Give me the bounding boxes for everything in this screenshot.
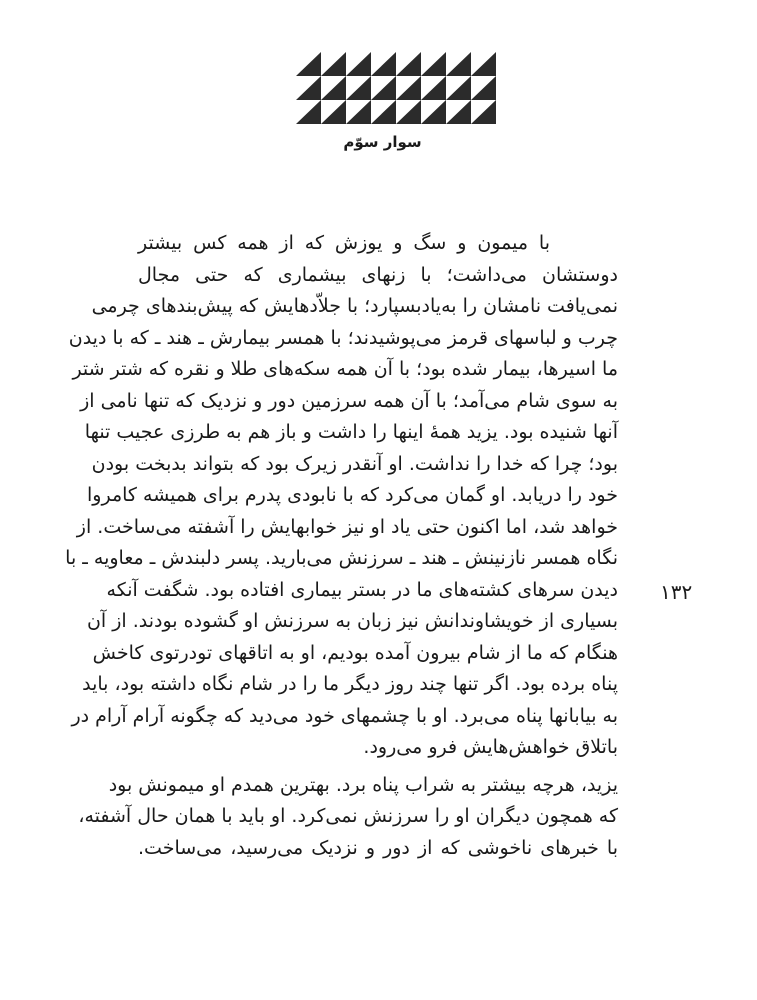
text-line: باتلاق خواهش‌هایش فرو می‌رود. xyxy=(363,736,618,758)
text-line: آنها شنیده بود. یزید همهٔ اینها را داشت و باز هم به طرزی عجیب تنها xyxy=(84,421,618,443)
ornament-triangle xyxy=(421,76,446,100)
ornament-triangle xyxy=(346,76,371,100)
ornament-triangle xyxy=(446,52,471,76)
page-number: ۱۳۲ xyxy=(660,580,693,604)
ornament-triangle xyxy=(296,52,321,76)
ornament-triangle xyxy=(346,100,371,124)
text-line: با میمون و سگ و یوزش که از همه کس بیشتر xyxy=(138,232,550,254)
ornament-triangle xyxy=(371,52,396,76)
text-line: خود را دریابد. او گمان می‌کرد که با نابودی پدرم برای همیشه کامروا xyxy=(87,484,618,506)
paragraph-2 xyxy=(78,770,618,865)
text-line: با خبرهای ناخوشی که از دور و نزدیک می‌رسید، می‌ساخت. xyxy=(138,836,618,859)
ornament-triangle xyxy=(396,52,421,76)
ornament-triangle xyxy=(371,76,396,100)
text-line: که همچون دیگران او را سرزنش نمی‌کرد. او باید با همان حال آشفته، xyxy=(78,805,618,827)
ornament-triangle xyxy=(471,52,496,76)
paragraph-1 xyxy=(65,228,618,764)
text-line: یزید، هرچه بیشتر به شراب پناه برد. بهترین همدم او میمونش بود xyxy=(108,773,618,796)
text-line: خواهد شد، اما اکنون حتی یاد او نیز خوابهایش را آشفته می‌ساخت. از xyxy=(76,515,618,538)
ornament-triangle xyxy=(371,100,396,124)
text-line: بود؛ چرا که خدا را نداشت. او آنقدر زیرک بود که بتواند بدبخت بودن xyxy=(91,452,618,475)
body-text xyxy=(65,228,618,864)
ornament-triangle xyxy=(471,76,496,100)
ornament-triangle xyxy=(346,52,371,76)
text-line: دوستشان می‌داشت؛ با زنهای بیشماری که حتی مجال xyxy=(138,263,618,286)
ornament-triangle xyxy=(421,100,446,124)
text-line: ما اسیرها، بیمار شده بود؛ با آن همه سکه‌های طلا و نقره که شتر شتر xyxy=(72,358,618,380)
text-line: بسیاری از خویشاوندانش نیز زبان به سرزنش او گشوده بودند. از آن xyxy=(86,610,618,632)
ornament-triangle xyxy=(296,76,321,100)
ornament-triangle xyxy=(471,100,496,124)
ornament-triangle xyxy=(321,52,346,76)
text-line: به بیابانها پناه می‌برد. او با چشمهای خود می‌دید که چگونه آرام آرام در xyxy=(71,704,618,727)
ornament-triangle xyxy=(396,100,421,124)
ornament-triangle xyxy=(421,52,446,76)
text-line: هنگام که ما از شام بیرون آمده بودیم، او به اتاقهای تودرتوی کاخش xyxy=(92,641,618,664)
ornament-triangle xyxy=(296,100,321,124)
ornament-triangle xyxy=(321,76,346,100)
ornament-triangle xyxy=(446,76,471,100)
text-line: دیدن سرهای کشته‌های ما در بستر بیماری افتاده بود. شگفت آنکه xyxy=(106,578,618,601)
chapter-title: سوار سوّم xyxy=(343,133,422,151)
ornament-triangle xyxy=(396,76,421,100)
triangle-pattern-icon xyxy=(296,52,496,124)
text-line: به سوی شام می‌آمد؛ با آن همه سرزمین دور و نزدیک که تنها نامی از xyxy=(80,389,618,412)
text-line: چرب و لباسهای قرمز می‌پوشیدند؛ با همسر بیمارش ـ هند ـ که با دیدن xyxy=(68,326,618,349)
ornament-triangle xyxy=(446,100,471,124)
text-line: نمی‌یافت نامشان را به‌یادبسپارد؛ با جلاّدهایش که پیش‌بندهای چرمی xyxy=(91,295,618,317)
text-line: پناه برده بود. اگر تنها چند روز دیگر ما را در شام نگاه داشته بود، باید xyxy=(82,673,618,695)
ornament-triangle xyxy=(321,100,346,124)
text-line: نگاه همسر نازنینش ـ هند ـ سرزنش می‌بارید. پسر دلبندش ـ معاویه ـ با xyxy=(65,547,618,569)
